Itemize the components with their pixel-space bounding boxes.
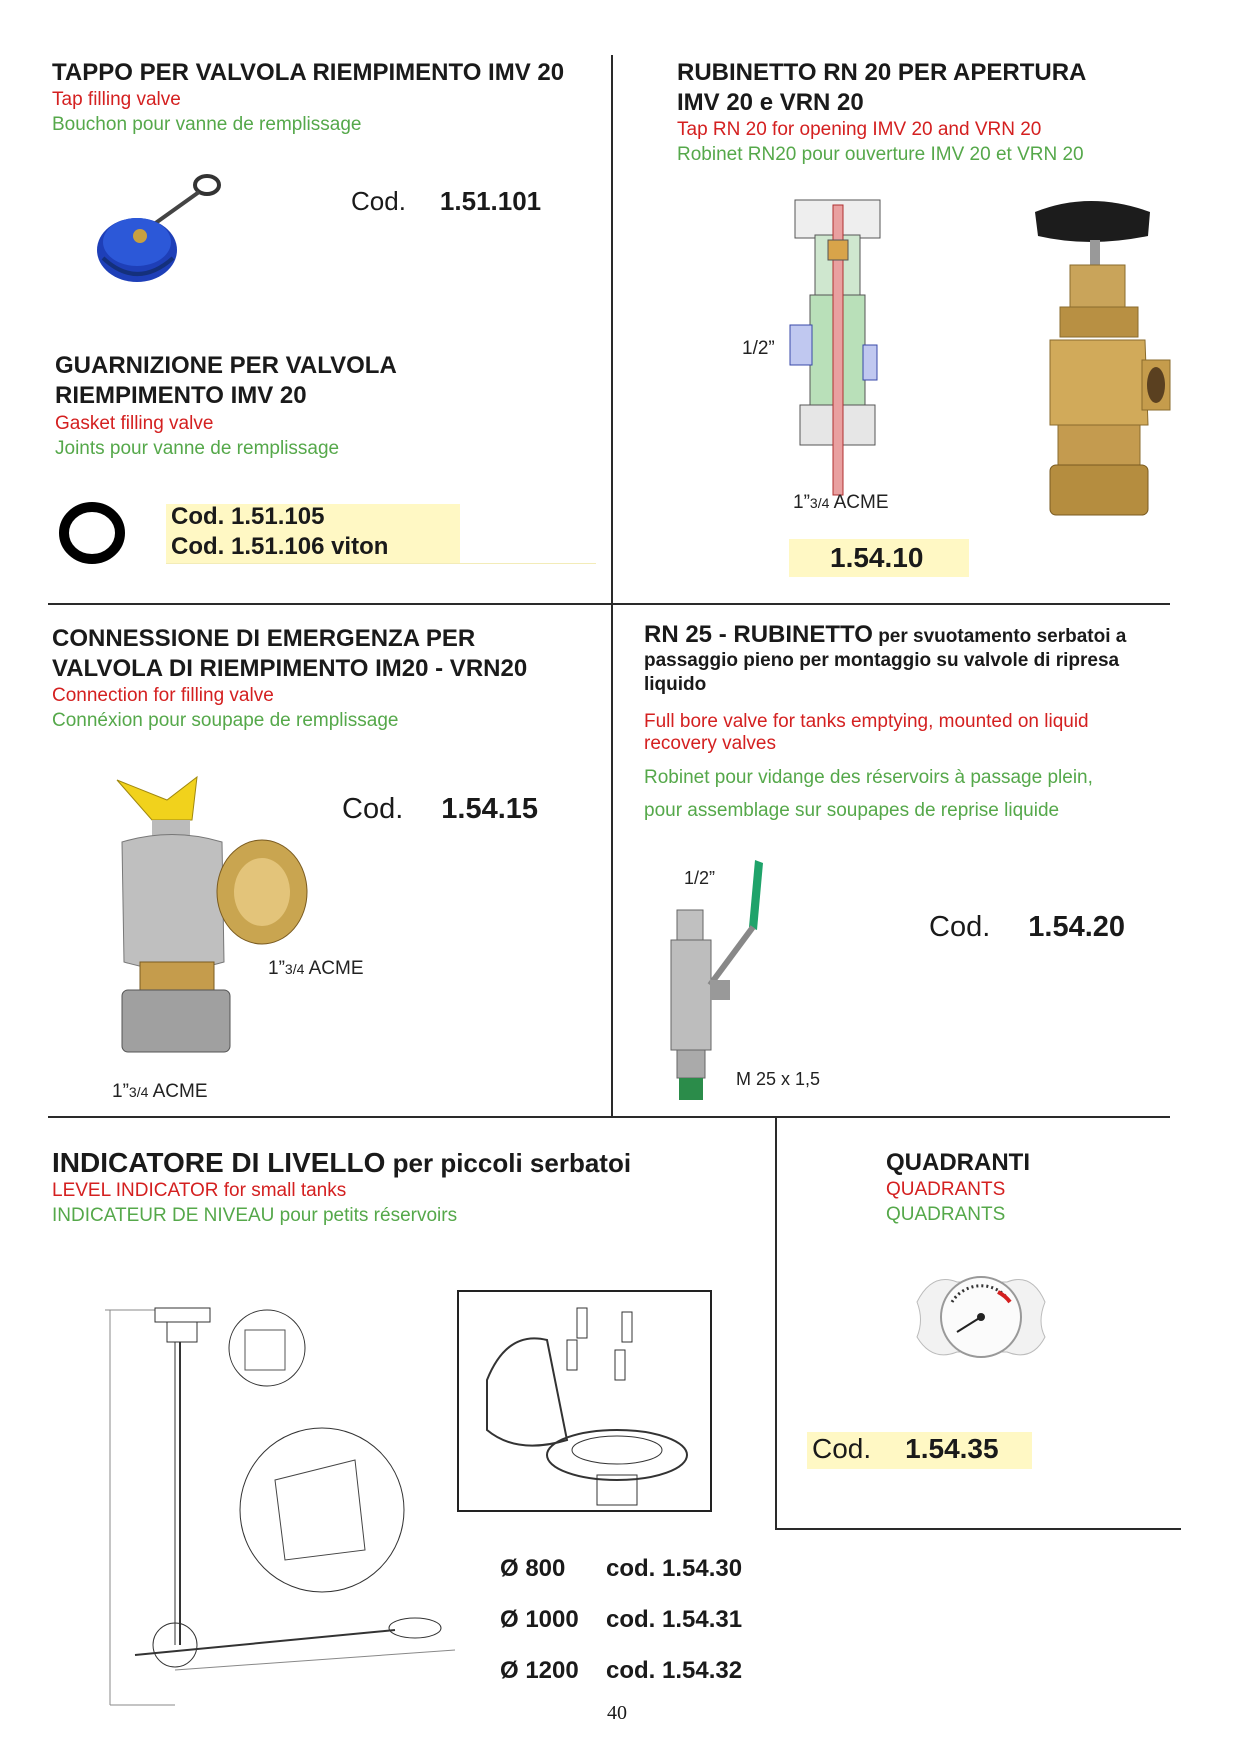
size-row: [500, 1657, 742, 1708]
section-title-line-2: IMV 20 e VRN 20: [677, 89, 864, 116]
quadrant-gauge-photo: [912, 1262, 1050, 1372]
dim-c: ACME: [304, 958, 364, 979]
title-bold: INDICATORE DI LIVELLO: [52, 1147, 386, 1178]
section-title-line-2: VALVOLA DI RIEMPIMENTO IM20 - VRN20: [52, 655, 528, 682]
cod-value: 1.54.10: [830, 542, 924, 573]
size-code-list: [500, 1555, 742, 1708]
dim-b: 3/4: [284, 961, 305, 977]
divider-horizontal-2: [48, 1116, 1170, 1118]
section-title: [52, 1147, 631, 1179]
code: cod. 1.54.32: [606, 1657, 743, 1684]
dim-label-acme-bottom: [112, 1081, 208, 1103]
dim-a: 1”: [268, 958, 285, 979]
divider-quadranti-bottom: [775, 1528, 1181, 1530]
dim-label-half-inch: 1/2”: [742, 338, 775, 359]
title-french-line-2: pour assemblage sur soupapes de reprise liquide: [644, 800, 1060, 821]
size-row: [500, 1555, 742, 1606]
title-rest: per svuotamento serbatoi a passaggio pieno per montaggio su valvole di ripresa liquido: [644, 626, 1127, 695]
section-title-line-1: CONNESSIONE DI EMERGENZA PER: [52, 625, 476, 652]
cod-line-2: Cod. 1.51.106 viton: [171, 533, 389, 560]
title-english: QUADRANTS: [886, 1179, 1006, 1200]
rn25-ball-valve-photo: [655, 855, 775, 1105]
title-french: INDICATEUR DE NIVEAU pour petits réservoirs: [52, 1205, 458, 1226]
title-french: Bouchon pour vanne de remplissage: [52, 114, 362, 135]
diameter: Ø 1200: [500, 1657, 579, 1684]
title-french: Connéxion pour soupape de remplissage: [52, 710, 399, 731]
cod-label: Cod.: [812, 1433, 872, 1464]
code: cod. 1.54.30: [606, 1555, 743, 1582]
rn20-brass-valve-photo: [1030, 190, 1170, 525]
cod-line: [351, 186, 541, 217]
size-row: [500, 1606, 742, 1657]
diameter: Ø 800: [500, 1555, 566, 1582]
page-number: 40: [607, 1702, 627, 1724]
cod-line: [812, 1433, 999, 1465]
cod-underline: [166, 563, 596, 564]
section-title: TAPPO PER VALVOLA RIEMPIMENTO IMV 20: [52, 59, 565, 86]
cod-value: 1.51.101: [439, 186, 542, 216]
section-title-line-2: RIEMPIMENTO IMV 20: [55, 382, 307, 409]
title-english: Connection for filling valve: [52, 685, 274, 706]
divider-vertical-top: [611, 55, 613, 1118]
cod-value: 1.54.15: [441, 793, 539, 825]
divider-horizontal-1: [48, 603, 1170, 605]
code: cod. 1.54.31: [606, 1606, 743, 1633]
diameter: Ø 1000: [500, 1606, 579, 1633]
cod-label: Cod.: [351, 186, 406, 216]
emergency-connection-valve-photo: [112, 772, 312, 1072]
cod-line: [342, 793, 538, 826]
title-french: Joints pour vanne de remplissage: [55, 438, 340, 459]
divider-vertical-bottom: [775, 1116, 777, 1529]
title-bold: RN 25 - RUBINETTO: [644, 621, 873, 648]
dim-label-acme-side: [268, 958, 364, 980]
dim-b: 3/4: [128, 1084, 149, 1100]
dim-acme-c: ACME: [829, 492, 889, 513]
level-indicator-technical-drawing: [95, 1300, 465, 1720]
dim-acme-b: 3/4: [809, 495, 830, 511]
cod-line-1: Cod. 1.51.105: [171, 503, 325, 530]
title-english: Full bore valve for tanks emptying, mounted on liquid recovery valves: [644, 711, 1089, 754]
dim-label-thread: M 25 x 1,5: [736, 1069, 821, 1089]
section-title: [644, 623, 1184, 697]
section-title-line-1: RUBINETTO RN 20 PER APERTURA: [677, 59, 1087, 86]
dim-a: 1”: [112, 1081, 129, 1102]
title-english: LEVEL INDICATOR for small tanks: [52, 1180, 347, 1201]
cod-line: [929, 911, 1125, 944]
title-french-line-1: Robinet pour vidange des réservoirs à passage plein,: [644, 767, 1093, 788]
dim-acme-a: 1”: [793, 492, 810, 513]
cod-label: Cod.: [929, 911, 991, 943]
dim-label-half-inch: 1/2”: [684, 868, 716, 888]
level-indicator-exploded-view: [457, 1290, 712, 1512]
title-english: Gasket filling valve: [55, 413, 214, 434]
title-french: QUADRANTS: [886, 1204, 1006, 1225]
dim-label-acme: [793, 492, 889, 514]
title-french: Robinet RN20 pour ouverture IMV 20 et VRN 20: [677, 144, 1084, 165]
cod-value: 1.54.35: [905, 1433, 999, 1464]
blue-cap-image: [95, 170, 215, 285]
title-english: Tap RN 20 for opening IMV 20 and VRN 20: [677, 119, 1042, 140]
section-title: QUADRANTI: [886, 1149, 1030, 1176]
o-ring-image: [58, 500, 128, 566]
rn20-section-drawing: [780, 195, 900, 495]
title-english: Tap filling valve: [52, 89, 181, 110]
dim-c: ACME: [148, 1081, 208, 1102]
cod-value: 1.54.20: [1028, 911, 1126, 943]
section-title-line-1: GUARNIZIONE PER VALVOLA: [55, 352, 397, 379]
cod-label: Cod.: [342, 793, 404, 825]
title-rest: per piccoli serbatoi: [385, 1148, 632, 1178]
